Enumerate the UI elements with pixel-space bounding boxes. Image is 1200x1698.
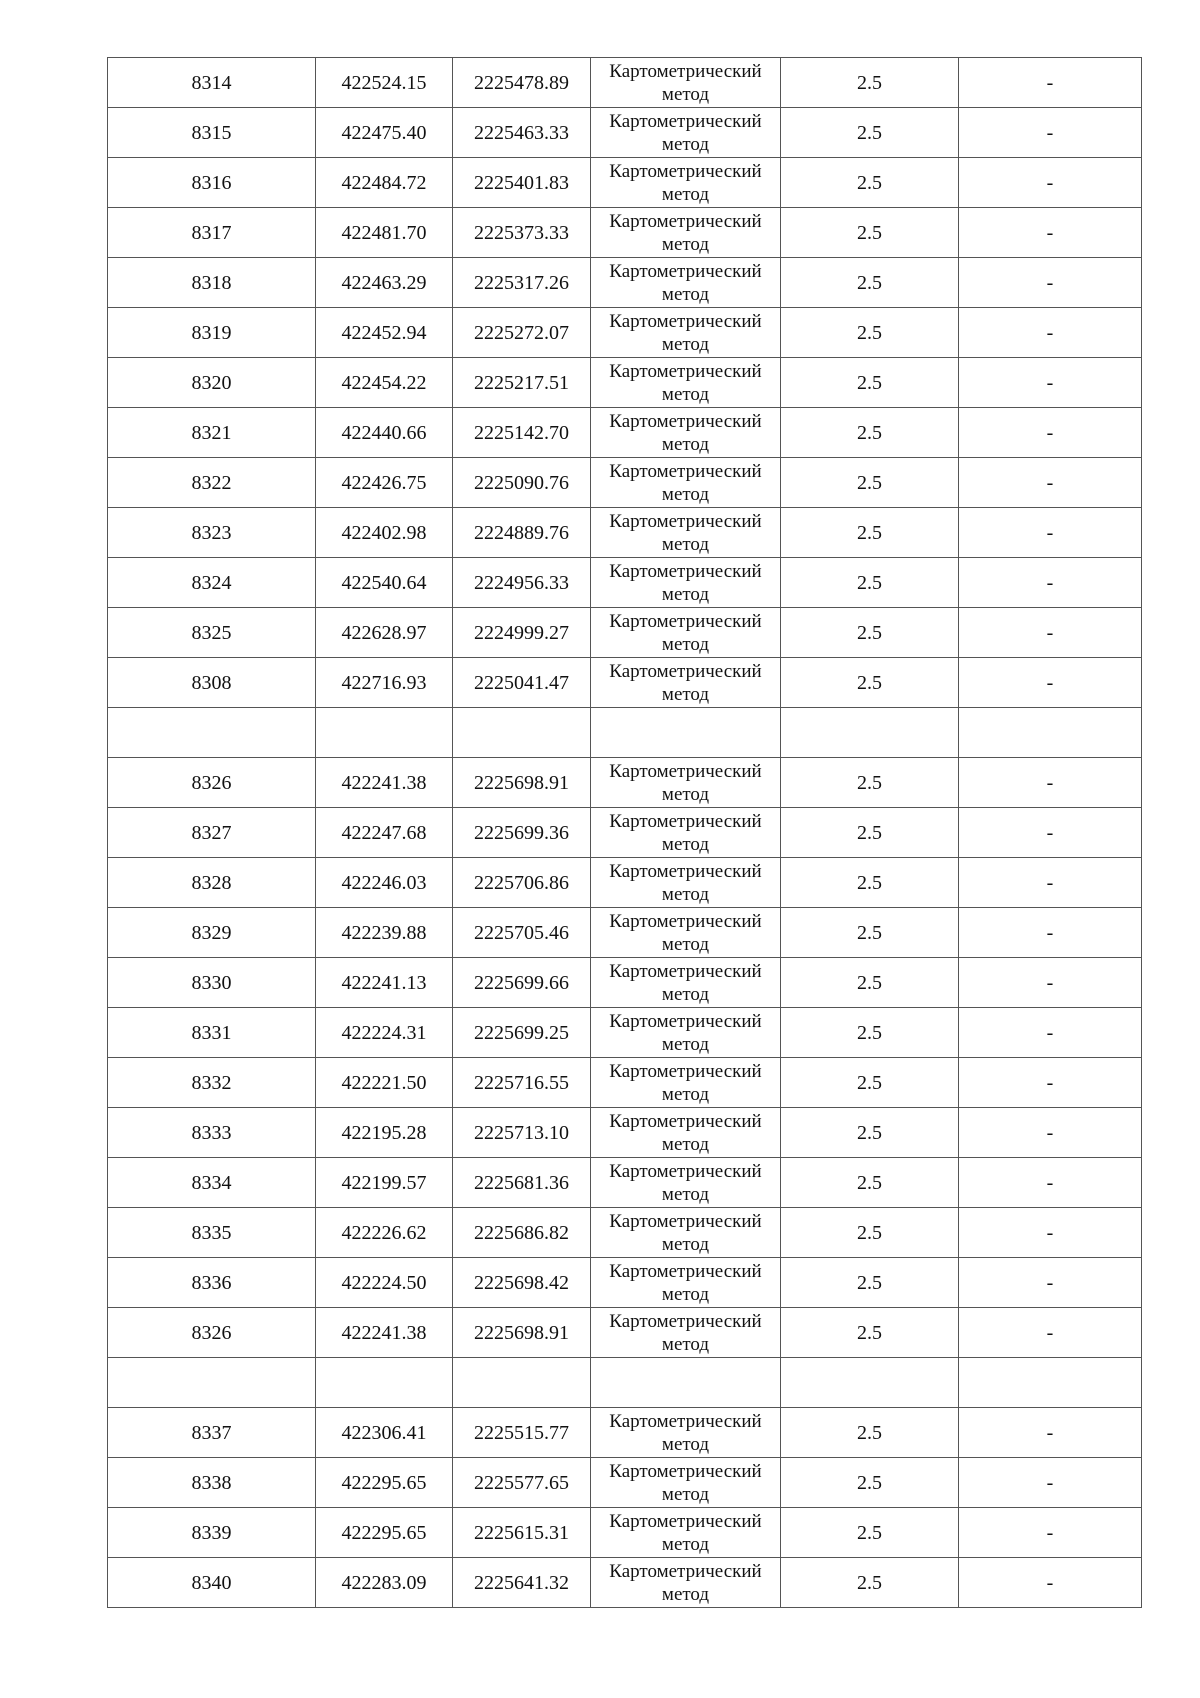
method-cell [591, 1358, 781, 1408]
note-cell: - [959, 1508, 1142, 1558]
accuracy-cell: 2.5 [781, 1258, 959, 1308]
method-cell [591, 508, 781, 558]
accuracy-cell: 2.5 [781, 208, 959, 258]
note-cell: - [959, 1258, 1142, 1308]
table-row [108, 108, 1142, 158]
coordinates-table [107, 57, 1142, 1608]
method-cell [591, 258, 781, 308]
accuracy-cell: 2.5 [781, 608, 959, 658]
note-cell: - [959, 858, 1142, 908]
y-coordinate-cell: 2225686.82 [453, 1208, 591, 1258]
note-cell: - [959, 808, 1142, 858]
note-cell: - [959, 358, 1142, 408]
y-coordinate-cell: 2225716.55 [453, 1058, 591, 1108]
note-cell: - [959, 1308, 1142, 1358]
note-cell: - [959, 1158, 1142, 1208]
table-row [108, 158, 1142, 208]
y-coordinate-cell: 2225699.66 [453, 958, 591, 1008]
accuracy-cell: 2.5 [781, 1158, 959, 1208]
method-cell [591, 1508, 781, 1558]
point-number-cell: 8308 [108, 658, 316, 708]
table-row [108, 1258, 1142, 1308]
table-row [108, 408, 1142, 458]
note-cell: - [959, 608, 1142, 658]
method-line-2: метод [661, 1533, 710, 1555]
accuracy-cell: 2.5 [781, 1108, 959, 1158]
accuracy-cell: 2.5 [781, 658, 959, 708]
method-line-2: метод [661, 783, 710, 805]
point-number-cell: 8340 [108, 1558, 316, 1608]
method-cell [591, 1308, 781, 1358]
table-row [108, 58, 1142, 108]
point-number-cell [108, 1358, 316, 1408]
y-coordinate-cell: 2224889.76 [453, 508, 591, 558]
table-row [108, 1058, 1142, 1108]
method-line-1: Картометрический [609, 560, 762, 582]
y-coordinate-cell: 2225515.77 [453, 1408, 591, 1458]
point-number-cell: 8326 [108, 758, 316, 808]
table-row [108, 808, 1142, 858]
method-line-1: Картометрический [609, 60, 762, 82]
accuracy-cell [781, 1358, 959, 1408]
table-row [108, 608, 1142, 658]
method-line-2: метод [661, 983, 710, 1005]
accuracy-cell: 2.5 [781, 758, 959, 808]
table-row [108, 358, 1142, 408]
method-line-2: метод [661, 1283, 710, 1305]
note-cell: - [959, 758, 1142, 808]
method-line-2: метод [661, 383, 710, 405]
point-number-cell: 8320 [108, 358, 316, 408]
point-number-cell: 8316 [108, 158, 316, 208]
accuracy-cell [781, 708, 959, 758]
x-coordinate-cell: 422239.88 [316, 908, 453, 958]
method-line-1: Картометрический [609, 610, 762, 632]
note-cell: - [959, 508, 1142, 558]
accuracy-cell: 2.5 [781, 558, 959, 608]
note-cell: - [959, 1058, 1142, 1108]
accuracy-cell: 2.5 [781, 808, 959, 858]
method-line-2: метод [661, 833, 710, 855]
method-line-2: метод [661, 583, 710, 605]
method-cell [591, 958, 781, 1008]
x-coordinate-cell: 422540.64 [316, 558, 453, 608]
table-row [108, 508, 1142, 558]
x-coordinate-cell: 422247.68 [316, 808, 453, 858]
method-line-2: метод [661, 433, 710, 455]
method-line-2: метод [661, 1033, 710, 1055]
point-number-cell: 8336 [108, 1258, 316, 1308]
table-row [108, 958, 1142, 1008]
note-cell: - [959, 958, 1142, 1008]
table-row [108, 1008, 1142, 1058]
point-number-cell: 8324 [108, 558, 316, 608]
method-line-2: метод [661, 233, 710, 255]
accuracy-cell: 2.5 [781, 1408, 959, 1458]
x-coordinate-cell: 422241.13 [316, 958, 453, 1008]
accuracy-cell: 2.5 [781, 1058, 959, 1108]
accuracy-cell: 2.5 [781, 958, 959, 1008]
method-line-2: метод [661, 283, 710, 305]
accuracy-cell: 2.5 [781, 1008, 959, 1058]
method-line-1: Картометрический [609, 110, 762, 132]
table-row [108, 308, 1142, 358]
note-cell [959, 708, 1142, 758]
method-line-1: Картометрический [609, 1160, 762, 1182]
x-coordinate-cell: 422246.03 [316, 858, 453, 908]
method-line-1: Картометрический [609, 960, 762, 982]
point-number-cell: 8319 [108, 308, 316, 358]
y-coordinate-cell: 2225698.42 [453, 1258, 591, 1308]
table-row [108, 1108, 1142, 1158]
table-row [108, 858, 1142, 908]
y-coordinate-cell [453, 1358, 591, 1408]
method-line-1: Картометрический [609, 410, 762, 432]
method-line-2: метод [661, 883, 710, 905]
x-coordinate-cell: 422628.97 [316, 608, 453, 658]
y-coordinate-cell: 2225713.10 [453, 1108, 591, 1158]
accuracy-cell: 2.5 [781, 1458, 959, 1508]
method-line-2: метод [661, 1133, 710, 1155]
y-coordinate-cell: 2225373.33 [453, 208, 591, 258]
point-number-cell: 8321 [108, 408, 316, 458]
y-coordinate-cell: 2225317.26 [453, 258, 591, 308]
method-line-2: метод [661, 183, 710, 205]
method-line-1: Картометрический [609, 1010, 762, 1032]
note-cell: - [959, 108, 1142, 158]
method-cell [591, 1458, 781, 1508]
method-line-2: метод [661, 1333, 710, 1355]
accuracy-cell: 2.5 [781, 308, 959, 358]
y-coordinate-cell: 2225641.32 [453, 1558, 591, 1608]
note-cell: - [959, 308, 1142, 358]
x-coordinate-cell: 422306.41 [316, 1408, 453, 1458]
method-line-1: Картометрический [609, 1460, 762, 1482]
point-number-cell: 8334 [108, 1158, 316, 1208]
method-cell [591, 808, 781, 858]
accuracy-cell: 2.5 [781, 1558, 959, 1608]
y-coordinate-cell: 2225577.65 [453, 1458, 591, 1508]
method-line-1: Картометрический [609, 1510, 762, 1532]
method-cell [591, 908, 781, 958]
y-coordinate-cell: 2225699.36 [453, 808, 591, 858]
x-coordinate-cell: 422716.93 [316, 658, 453, 708]
accuracy-cell: 2.5 [781, 108, 959, 158]
y-coordinate-cell: 2225090.76 [453, 458, 591, 508]
method-cell [591, 1558, 781, 1608]
note-cell [959, 1358, 1142, 1408]
point-number-cell [108, 708, 316, 758]
method-line-2: метод [661, 633, 710, 655]
x-coordinate-cell: 422463.29 [316, 258, 453, 308]
coordinates-table-body [108, 58, 1142, 1608]
method-line-1: Картометрический [609, 810, 762, 832]
accuracy-cell: 2.5 [781, 58, 959, 108]
point-number-cell: 8325 [108, 608, 316, 658]
accuracy-cell: 2.5 [781, 508, 959, 558]
method-line-2: метод [661, 1183, 710, 1205]
table-row [108, 908, 1142, 958]
x-coordinate-cell: 422484.72 [316, 158, 453, 208]
method-cell [591, 158, 781, 208]
method-cell [591, 1258, 781, 1308]
y-coordinate-cell: 2225615.31 [453, 1508, 591, 1558]
method-line-2: метод [661, 1483, 710, 1505]
note-cell: - [959, 1408, 1142, 1458]
y-coordinate-cell: 2225478.89 [453, 58, 591, 108]
x-coordinate-cell [316, 708, 453, 758]
method-line-1: Картометрический [609, 1110, 762, 1132]
y-coordinate-cell: 2224956.33 [453, 558, 591, 608]
table-row [108, 1508, 1142, 1558]
point-number-cell: 8317 [108, 208, 316, 258]
y-coordinate-cell: 2225401.83 [453, 158, 591, 208]
method-line-2: метод [661, 683, 710, 705]
method-cell [591, 1208, 781, 1258]
method-line-2: метод [661, 533, 710, 555]
y-coordinate-cell: 2225699.25 [453, 1008, 591, 1058]
table-row [108, 458, 1142, 508]
note-cell: - [959, 658, 1142, 708]
y-coordinate-cell: 2225705.46 [453, 908, 591, 958]
method-line-1: Картометрический [609, 510, 762, 532]
point-number-cell: 8330 [108, 958, 316, 1008]
point-number-cell: 8338 [108, 1458, 316, 1508]
method-line-1: Картометрический [609, 1410, 762, 1432]
method-cell [591, 1158, 781, 1208]
y-coordinate-cell: 2225698.91 [453, 758, 591, 808]
accuracy-cell: 2.5 [781, 158, 959, 208]
x-coordinate-cell [316, 1358, 453, 1408]
point-number-cell: 8328 [108, 858, 316, 908]
method-line-1: Картометрический [609, 860, 762, 882]
method-cell [591, 858, 781, 908]
x-coordinate-cell: 422524.15 [316, 58, 453, 108]
method-cell [591, 308, 781, 358]
table-row [108, 758, 1142, 808]
method-cell [591, 1408, 781, 1458]
method-line-2: метод [661, 83, 710, 105]
method-cell [591, 1108, 781, 1158]
accuracy-cell: 2.5 [781, 1308, 959, 1358]
note-cell: - [959, 1208, 1142, 1258]
x-coordinate-cell: 422475.40 [316, 108, 453, 158]
x-coordinate-cell: 422224.31 [316, 1008, 453, 1058]
point-number-cell: 8333 [108, 1108, 316, 1158]
y-coordinate-cell: 2225041.47 [453, 658, 591, 708]
x-coordinate-cell: 422283.09 [316, 1558, 453, 1608]
x-coordinate-cell: 422454.22 [316, 358, 453, 408]
table-row [108, 658, 1142, 708]
method-cell [591, 208, 781, 258]
method-cell [591, 458, 781, 508]
note-cell: - [959, 158, 1142, 208]
table-row [108, 558, 1142, 608]
method-line-2: метод [661, 1233, 710, 1255]
method-cell [591, 1008, 781, 1058]
method-line-2: метод [661, 1083, 710, 1105]
method-cell [591, 358, 781, 408]
note-cell: - [959, 258, 1142, 308]
method-cell [591, 1058, 781, 1108]
y-coordinate-cell: 2225217.51 [453, 358, 591, 408]
table-row [108, 1408, 1142, 1458]
point-number-cell: 8326 [108, 1308, 316, 1358]
method-line-1: Картометрический [609, 460, 762, 482]
method-line-1: Картометрический [609, 260, 762, 282]
table-row [108, 1308, 1142, 1358]
x-coordinate-cell: 422426.75 [316, 458, 453, 508]
point-number-cell: 8335 [108, 1208, 316, 1258]
y-coordinate-cell: 2225272.07 [453, 308, 591, 358]
method-cell [591, 658, 781, 708]
x-coordinate-cell: 422195.28 [316, 1108, 453, 1158]
point-number-cell: 8339 [108, 1508, 316, 1558]
method-line-1: Картометрический [609, 760, 762, 782]
y-coordinate-cell: 2225698.91 [453, 1308, 591, 1358]
note-cell: - [959, 208, 1142, 258]
accuracy-cell: 2.5 [781, 458, 959, 508]
method-cell [591, 758, 781, 808]
x-coordinate-cell: 422452.94 [316, 308, 453, 358]
method-cell [591, 608, 781, 658]
note-cell: - [959, 408, 1142, 458]
point-number-cell: 8331 [108, 1008, 316, 1058]
point-number-cell: 8337 [108, 1408, 316, 1458]
method-line-1: Картометрический [609, 1310, 762, 1332]
method-cell [591, 558, 781, 608]
method-line-1: Картометрический [609, 1060, 762, 1082]
table-row [108, 1158, 1142, 1208]
method-line-2: метод [661, 133, 710, 155]
method-line-1: Картометрический [609, 160, 762, 182]
table-row [108, 1458, 1142, 1508]
note-cell: - [959, 908, 1142, 958]
accuracy-cell: 2.5 [781, 408, 959, 458]
note-cell: - [959, 1458, 1142, 1508]
point-number-cell: 8314 [108, 58, 316, 108]
note-cell: - [959, 58, 1142, 108]
x-coordinate-cell: 422224.50 [316, 1258, 453, 1308]
accuracy-cell: 2.5 [781, 1208, 959, 1258]
accuracy-cell: 2.5 [781, 908, 959, 958]
y-coordinate-cell [453, 708, 591, 758]
accuracy-cell: 2.5 [781, 858, 959, 908]
separator-row [108, 1358, 1142, 1408]
x-coordinate-cell: 422241.38 [316, 758, 453, 808]
x-coordinate-cell: 422440.66 [316, 408, 453, 458]
x-coordinate-cell: 422241.38 [316, 1308, 453, 1358]
point-number-cell: 8318 [108, 258, 316, 308]
point-number-cell: 8323 [108, 508, 316, 558]
point-number-cell: 8332 [108, 1058, 316, 1108]
method-line-2: метод [661, 1583, 710, 1605]
point-number-cell: 8322 [108, 458, 316, 508]
method-line-1: Картометрический [609, 910, 762, 932]
accuracy-cell: 2.5 [781, 258, 959, 308]
note-cell: - [959, 1008, 1142, 1058]
table-row [108, 258, 1142, 308]
method-line-1: Картометрический [609, 1210, 762, 1232]
table-row [108, 1558, 1142, 1608]
note-cell: - [959, 458, 1142, 508]
note-cell: - [959, 1108, 1142, 1158]
method-line-2: метод [661, 333, 710, 355]
method-cell [591, 58, 781, 108]
x-coordinate-cell: 422295.65 [316, 1458, 453, 1508]
method-line-1: Картометрический [609, 360, 762, 382]
method-line-1: Картометрический [609, 210, 762, 232]
x-coordinate-cell: 422226.62 [316, 1208, 453, 1258]
method-cell [591, 108, 781, 158]
point-number-cell: 8329 [108, 908, 316, 958]
method-cell [591, 408, 781, 458]
y-coordinate-cell: 2225681.36 [453, 1158, 591, 1208]
accuracy-cell: 2.5 [781, 358, 959, 408]
separator-row [108, 708, 1142, 758]
x-coordinate-cell: 422402.98 [316, 508, 453, 558]
method-cell [591, 708, 781, 758]
method-line-1: Картометрический [609, 660, 762, 682]
method-line-2: метод [661, 1433, 710, 1455]
y-coordinate-cell: 2224999.27 [453, 608, 591, 658]
y-coordinate-cell: 2225142.70 [453, 408, 591, 458]
x-coordinate-cell: 422199.57 [316, 1158, 453, 1208]
y-coordinate-cell: 2225463.33 [453, 108, 591, 158]
method-line-1: Картометрический [609, 1260, 762, 1282]
table-row [108, 1208, 1142, 1258]
x-coordinate-cell: 422221.50 [316, 1058, 453, 1108]
method-line-2: метод [661, 933, 710, 955]
point-number-cell: 8315 [108, 108, 316, 158]
table-row [108, 208, 1142, 258]
x-coordinate-cell: 422295.65 [316, 1508, 453, 1558]
note-cell: - [959, 558, 1142, 608]
point-number-cell: 8327 [108, 808, 316, 858]
accuracy-cell: 2.5 [781, 1508, 959, 1558]
method-line-1: Картометрический [609, 310, 762, 332]
note-cell: - [959, 1558, 1142, 1608]
x-coordinate-cell: 422481.70 [316, 208, 453, 258]
y-coordinate-cell: 2225706.86 [453, 858, 591, 908]
method-line-1: Картометрический [609, 1560, 762, 1582]
method-line-2: метод [661, 483, 710, 505]
